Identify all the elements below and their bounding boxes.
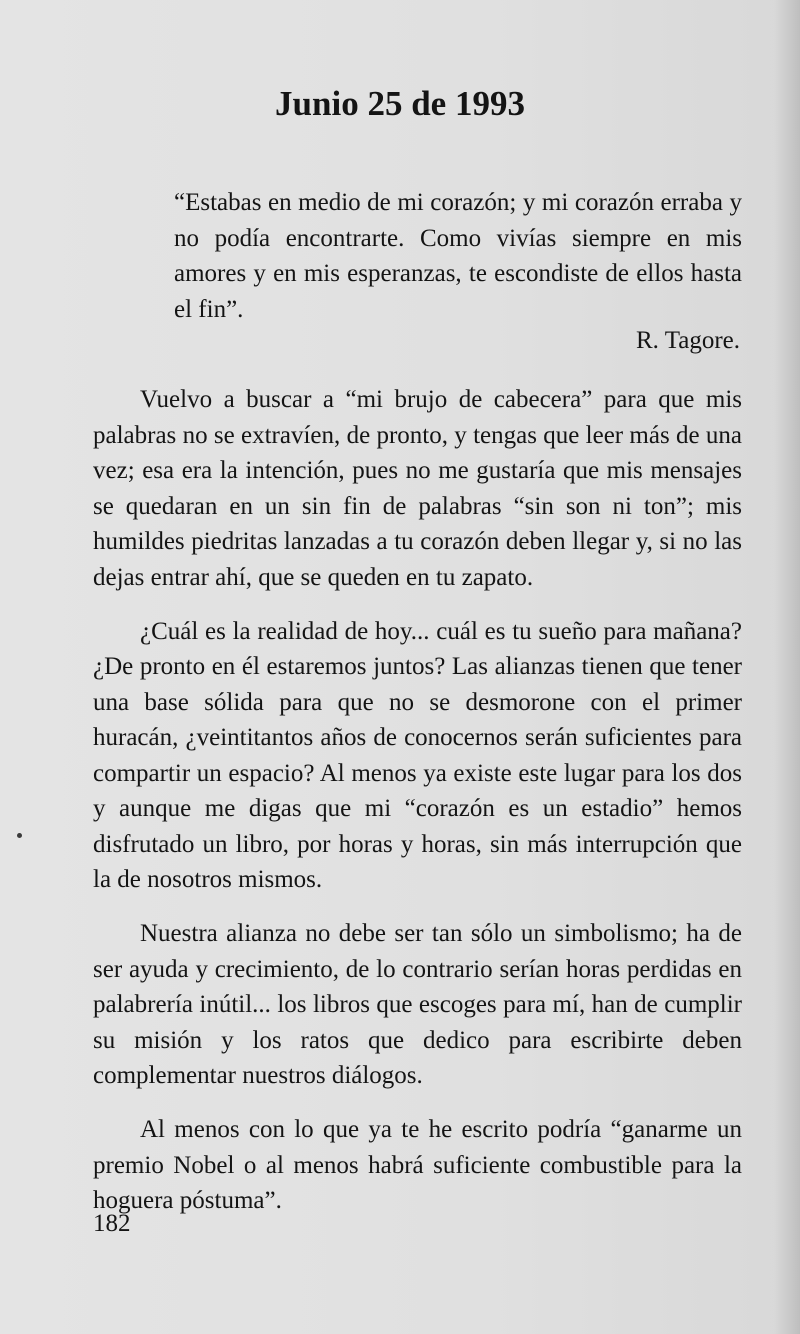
ink-speck (17, 833, 22, 838)
epigraph-quote: “Estabas en medio de mi corazón; y mi corazón erraba y no podía encontrarte. Como vivías siempre en mis amores y en mis esperanzas, te escondiste de ellos hasta el fin”. (174, 189, 742, 323)
epigraph-attribution: R. Tagore. (635, 327, 740, 354)
paragraph: Nuestra alianza no debe ser tan sólo un simbolismo; ha de ser ayuda y crecimiento, de lo contrario serían horas perdidas en palabrería inútil... los libros que escoges para mí, han de cumplir su misión y los ratos que dedico para escribirte deben complementar nuestros diálogos. (93, 920, 742, 1089)
page-title: Junio 25 de 1993 (275, 84, 525, 123)
page-edge-shadow (774, 0, 800, 1334)
page-number: 182 (93, 1210, 131, 1237)
paragraph: ¿Cuál es la realidad de hoy... cuál es tu sueño para mañana? ¿De pronto en él estaremos juntos? Las alianzas tienen que tener una base sólida para que no se desmorone con el primer huracán, ¿veintitantos años de conocernos serán suficientes para compartir un espacio? Al menos ya existe este lugar para los dos y aunque me digas que mi “corazón es un estadio” hemos disfrutado un libro, por horas y horas, sin más interrupción que la de nosotros mismos. (93, 617, 742, 893)
body-text (93, 382, 742, 1237)
paragraph: Al menos con lo que ya te he escrito podría “ganarme un premio Nobel o al menos habrá suficiente combustible para la hoguera póstuma”. (93, 1116, 742, 1214)
paragraph: Vuelvo a buscar a “mi brujo de cabecera” para que mis palabras no se extravíen, de pronto, y tengas que leer más de una vez; esa era la intención, pues no me gustaría que mis mensajes se quedaran en un sin fin de palabras “sin son ni ton”; mis humildes piedritas lanzadas a tu corazón deben llegar y, si no las dejas entrar ahí, que se queden en tu zapato. (93, 386, 742, 591)
